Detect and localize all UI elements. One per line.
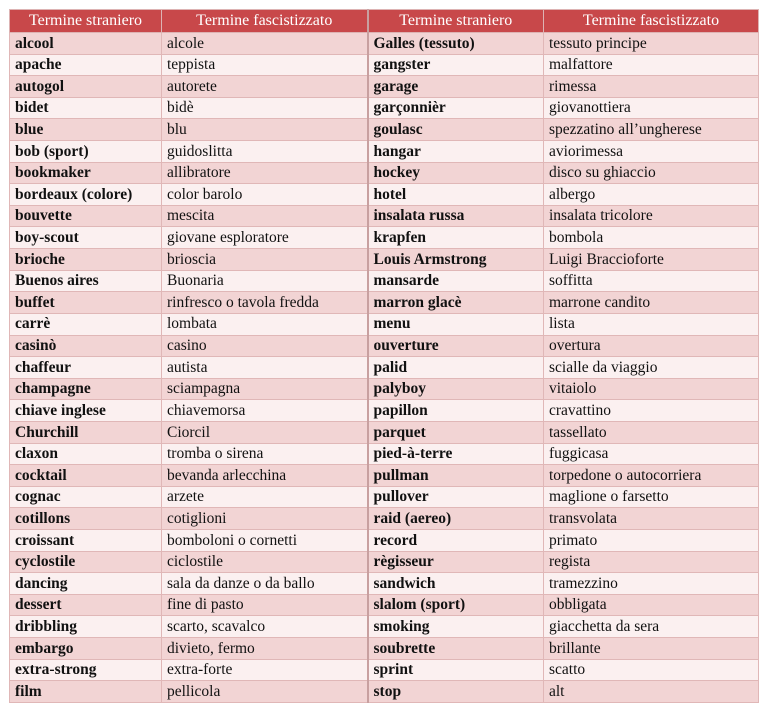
fascist-term-cell: bidè <box>162 97 368 119</box>
foreign-term-cell: cotillons <box>10 508 162 530</box>
foreign-term-cell: Galles (tessuto) <box>368 33 544 55</box>
header-foreign-term-1: Termine straniero <box>10 10 162 33</box>
foreign-term-cell: dribbling <box>10 616 162 638</box>
header-row <box>10 10 759 33</box>
fascist-term-cell: vitaiolo <box>544 378 759 400</box>
foreign-term-cell: gangster <box>368 54 544 76</box>
foreign-term-cell: papillon <box>368 400 544 422</box>
fascist-term-cell: scialle da viaggio <box>544 357 759 379</box>
fascist-term-cell: disco su ghiaccio <box>544 162 759 184</box>
fascist-term-cell: mescita <box>162 205 368 227</box>
fascist-term-cell: overtura <box>544 335 759 357</box>
foreign-term-cell: règisseur <box>368 551 544 573</box>
fascist-term-cell: autista <box>162 357 368 379</box>
foreign-term-cell: bouvette <box>10 205 162 227</box>
fascist-term-cell: brioscia <box>162 249 368 271</box>
foreign-term-cell: apache <box>10 54 162 76</box>
table-row <box>10 270 759 292</box>
fascist-term-cell: casino <box>162 335 368 357</box>
fascist-term-cell: scarto, scavalco <box>162 616 368 638</box>
fascist-term-cell: soffitta <box>544 270 759 292</box>
foreign-term-cell: cognac <box>10 486 162 508</box>
fascist-term-cell: torpedone o autocorriera <box>544 465 759 487</box>
fascist-term-cell: lombata <box>162 313 368 335</box>
foreign-term-cell: parquet <box>368 421 544 443</box>
foreign-term-cell: bidet <box>10 97 162 119</box>
fascist-term-cell: sciampagna <box>162 378 368 400</box>
table-row <box>10 33 759 55</box>
table-row <box>10 249 759 271</box>
fascist-term-cell: bombola <box>544 227 759 249</box>
table-row <box>10 357 759 379</box>
foreign-term-cell: buffet <box>10 292 162 314</box>
foreign-term-cell: hangar <box>368 141 544 163</box>
foreign-term-cell: pullover <box>368 486 544 508</box>
foreign-term-cell: Louis Armstrong <box>368 249 544 271</box>
table-row <box>10 119 759 141</box>
table-row <box>10 292 759 314</box>
foreign-term-cell: casinò <box>10 335 162 357</box>
fascist-term-cell: Luigi Braccioforte <box>544 249 759 271</box>
table-row <box>10 54 759 76</box>
table-body <box>10 33 759 703</box>
foreign-term-cell: garçonnièr <box>368 97 544 119</box>
foreign-term-cell: palyboy <box>368 378 544 400</box>
foreign-term-cell: mansarde <box>368 270 544 292</box>
foreign-term-cell: garage <box>368 76 544 98</box>
table-row <box>10 573 759 595</box>
fascist-term-cell: autorete <box>162 76 368 98</box>
fascist-term-cell: extra-forte <box>162 659 368 681</box>
table-row <box>10 97 759 119</box>
foreign-term-cell: boy-scout <box>10 227 162 249</box>
fascist-term-cell: allibratore <box>162 162 368 184</box>
header-fascist-term-1: Termine fascistizzato <box>162 10 368 33</box>
foreign-term-cell: claxon <box>10 443 162 465</box>
fascist-term-cell: alt <box>544 681 759 703</box>
table-row <box>10 681 759 703</box>
foreign-term-cell: bob (sport) <box>10 141 162 163</box>
foreign-term-cell: menu <box>368 313 544 335</box>
foreign-term-cell: soubrette <box>368 638 544 660</box>
table-row <box>10 400 759 422</box>
fascist-term-cell: tromba o sirena <box>162 443 368 465</box>
foreign-term-cell: alcool <box>10 33 162 55</box>
fascist-term-cell: tessuto principe <box>544 33 759 55</box>
table-row <box>10 162 759 184</box>
fascist-term-cell: giacchetta da sera <box>544 616 759 638</box>
foreign-term-cell: smoking <box>368 616 544 638</box>
foreign-term-cell: chaffeur <box>10 357 162 379</box>
fascist-term-cell: fine di pasto <box>162 594 368 616</box>
foreign-term-cell: insalata russa <box>368 205 544 227</box>
fascist-term-cell: scatto <box>544 659 759 681</box>
foreign-term-cell: hotel <box>368 184 544 206</box>
fascist-term-cell: giovane esploratore <box>162 227 368 249</box>
fascist-term-cell: insalata tricolore <box>544 205 759 227</box>
table-row <box>10 638 759 660</box>
foreign-term-cell: dessert <box>10 594 162 616</box>
fascist-term-cell: spezzatino all’ungherese <box>544 119 759 141</box>
fascist-term-cell: alcole <box>162 33 368 55</box>
fascist-term-cell: transvolata <box>544 508 759 530</box>
foreign-term-cell: chiave inglese <box>10 400 162 422</box>
foreign-term-cell: krapfen <box>368 227 544 249</box>
fascist-term-cell: tassellato <box>544 421 759 443</box>
table-row <box>10 421 759 443</box>
fascist-term-cell: giovanottiera <box>544 97 759 119</box>
fascist-term-cell: malfattore <box>544 54 759 76</box>
table-row <box>10 378 759 400</box>
fascist-term-cell: fuggicasa <box>544 443 759 465</box>
table-row <box>10 486 759 508</box>
fascist-term-cell: blu <box>162 119 368 141</box>
foreign-term-cell: dancing <box>10 573 162 595</box>
foreign-term-cell: Buenos aires <box>10 270 162 292</box>
foreign-term-cell: brioche <box>10 249 162 271</box>
table-row <box>10 659 759 681</box>
foreign-term-cell: record <box>368 530 544 552</box>
foreign-term-cell: marron glacè <box>368 292 544 314</box>
foreign-term-cell: palid <box>368 357 544 379</box>
table-row <box>10 184 759 206</box>
table-row <box>10 465 759 487</box>
fascist-term-cell: brillante <box>544 638 759 660</box>
table-row <box>10 313 759 335</box>
fascist-term-cell: maglione o farsetto <box>544 486 759 508</box>
fascist-term-cell: Ciorcil <box>162 421 368 443</box>
fascist-term-cell: aviorimessa <box>544 141 759 163</box>
foreign-term-cell: pullman <box>368 465 544 487</box>
foreign-term-cell: embargo <box>10 638 162 660</box>
fascist-term-cell: sala da danze o da ballo <box>162 573 368 595</box>
table-row <box>10 76 759 98</box>
foreign-term-cell: blue <box>10 119 162 141</box>
table-row <box>10 141 759 163</box>
foreign-term-cell: croissant <box>10 530 162 552</box>
table-row <box>10 530 759 552</box>
foreign-term-cell: sprint <box>368 659 544 681</box>
fascist-term-cell: rimessa <box>544 76 759 98</box>
table-row <box>10 443 759 465</box>
fascist-term-cell: chiavemorsa <box>162 400 368 422</box>
table-row <box>10 227 759 249</box>
table-row <box>10 594 759 616</box>
fascist-term-cell: guidoslitta <box>162 141 368 163</box>
foreign-term-cell: carrè <box>10 313 162 335</box>
foreign-term-cell: cocktail <box>10 465 162 487</box>
fascist-term-cell: ciclostile <box>162 551 368 573</box>
foreign-term-cell: film <box>10 681 162 703</box>
table-row <box>10 551 759 573</box>
foreign-term-cell: bordeaux (colore) <box>10 184 162 206</box>
table-row <box>10 508 759 530</box>
fascist-term-cell: divieto, fermo <box>162 638 368 660</box>
fascist-term-cell: arzete <box>162 486 368 508</box>
fascist-term-cell: marrone candito <box>544 292 759 314</box>
fascist-term-cell: lista <box>544 313 759 335</box>
foreign-term-cell: sandwich <box>368 573 544 595</box>
table-row <box>10 335 759 357</box>
fascist-term-cell: bevanda arlecchina <box>162 465 368 487</box>
fascist-term-cell: color barolo <box>162 184 368 206</box>
foreign-term-cell: hockey <box>368 162 544 184</box>
table-row <box>10 205 759 227</box>
foreign-term-cell: extra-strong <box>10 659 162 681</box>
foreign-term-cell: autogol <box>10 76 162 98</box>
fascist-term-cell: rinfresco o tavola fredda <box>162 292 368 314</box>
header-fascist-term-2: Termine fascistizzato <box>544 10 759 33</box>
fascist-term-cell: tramezzino <box>544 573 759 595</box>
foreign-term-cell: pied-à-terre <box>368 443 544 465</box>
fascist-term-cell: primato <box>544 530 759 552</box>
foreign-term-cell: goulasc <box>368 119 544 141</box>
fascist-term-cell: Buonaria <box>162 270 368 292</box>
fascist-term-cell: regista <box>544 551 759 573</box>
foreign-term-cell: raid (aereo) <box>368 508 544 530</box>
fascist-term-cell: obbligata <box>544 594 759 616</box>
foreign-term-cell: bookmaker <box>10 162 162 184</box>
fascist-term-cell: cotiglioni <box>162 508 368 530</box>
foreign-term-cell: champagne <box>10 378 162 400</box>
foreign-term-cell: cyclostile <box>10 551 162 573</box>
fascist-term-cell: teppista <box>162 54 368 76</box>
header-foreign-term-2: Termine straniero <box>368 10 544 33</box>
foreign-term-cell: slalom (sport) <box>368 594 544 616</box>
foreign-term-cell: Churchill <box>10 421 162 443</box>
fascist-term-cell: pellicola <box>162 681 368 703</box>
foreign-term-cell: ouverture <box>368 335 544 357</box>
terms-table <box>9 9 759 703</box>
fascist-term-cell: bomboloni o cornetti <box>162 530 368 552</box>
fascist-term-cell: albergo <box>544 184 759 206</box>
foreign-term-cell: stop <box>368 681 544 703</box>
fascist-term-cell: cravattino <box>544 400 759 422</box>
table-row <box>10 616 759 638</box>
